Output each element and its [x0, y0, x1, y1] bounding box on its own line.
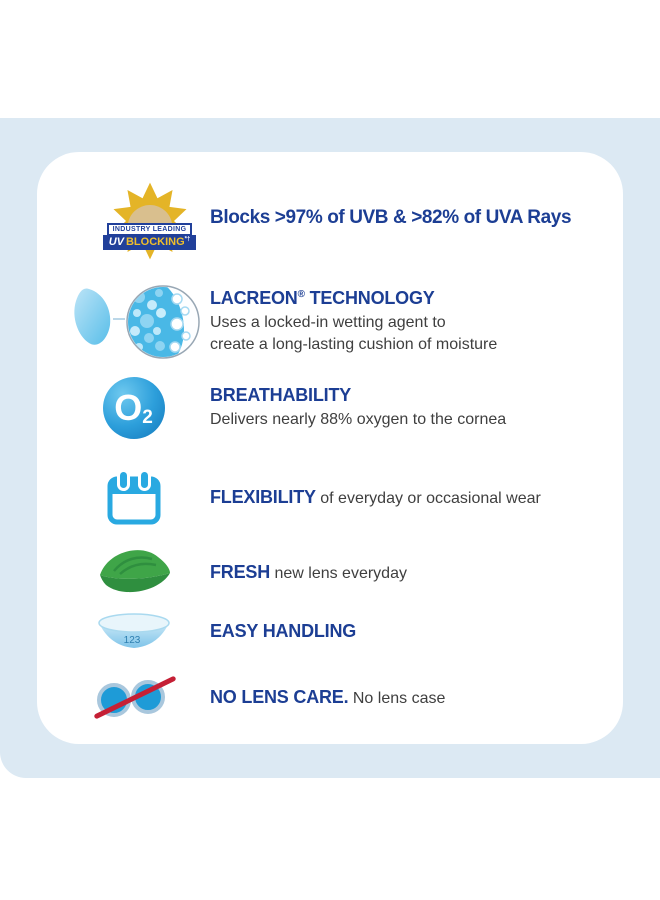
breathability-body: Delivers nearly 88% oxygen to the cornea	[210, 410, 507, 428]
no-lens-care-heading: NO LENS CARE.	[210, 686, 349, 707]
crossed-lens-case-icon	[94, 670, 174, 724]
breathability-icon-cell	[57, 377, 210, 439]
lacreon-body: Uses a locked-in wetting agent to create a long-lasting cushion of moisture	[210, 313, 498, 353]
svg-text:123: 123	[123, 635, 140, 646]
fresh-icon-cell	[57, 547, 210, 597]
easy-handling-text	[210, 621, 605, 642]
lacreon-icon-cell	[57, 283, 210, 361]
lacreon-heading: LACREON® TECHNOLOGY	[210, 287, 435, 308]
breathability-heading: BREATHABILITY	[210, 384, 352, 405]
lacreon-text	[210, 288, 605, 357]
flexibility-text: FLEXIBILITY of everyday or occasional wear	[210, 486, 541, 507]
fresh-heading: FRESH	[210, 561, 271, 582]
uv-icon-cell	[57, 180, 210, 256]
no-lens-care-icon-cell	[57, 670, 210, 724]
features-card	[37, 152, 623, 744]
easy-handling-icon-cell	[57, 610, 210, 652]
fresh-text: FRESH new lens everyday	[210, 561, 407, 582]
feature-row-uv-blocking	[57, 166, 605, 270]
easy-handling-heading: EASY HANDLING	[210, 620, 357, 641]
industry-leading-label: INDUSTRY LEADING	[107, 223, 193, 236]
feature-row-easy-handling	[57, 610, 605, 652]
no-lens-care-text: NO LENS CARE. No lens case	[210, 686, 446, 707]
feature-row-no-lens-care	[57, 670, 605, 724]
oxygen-o2-icon: O 2	[103, 377, 165, 439]
uv-blocking-badge	[100, 223, 200, 250]
feature-row-flexibility	[57, 468, 605, 526]
flexibility-heading: FLEXIBILITY	[210, 486, 316, 507]
feature-row-fresh	[57, 548, 605, 596]
flexibility-icon-cell	[57, 469, 210, 525]
feature-row-lacreon	[57, 274, 605, 370]
uv-heading: Blocks >97% of UVB & >82% of UVA Rays	[210, 207, 572, 228]
uv-blocking-label: UV BLOCKING*†	[103, 235, 197, 250]
calendar-icon	[107, 469, 161, 525]
moisture-drop-icon	[67, 283, 201, 361]
breathability-text	[210, 385, 605, 431]
sun-uv-blocking-icon	[100, 180, 200, 256]
uv-text	[210, 207, 605, 229]
leaf-icon	[94, 547, 174, 597]
contact-lens-123-icon	[96, 610, 172, 652]
feature-row-breathability	[57, 376, 605, 440]
